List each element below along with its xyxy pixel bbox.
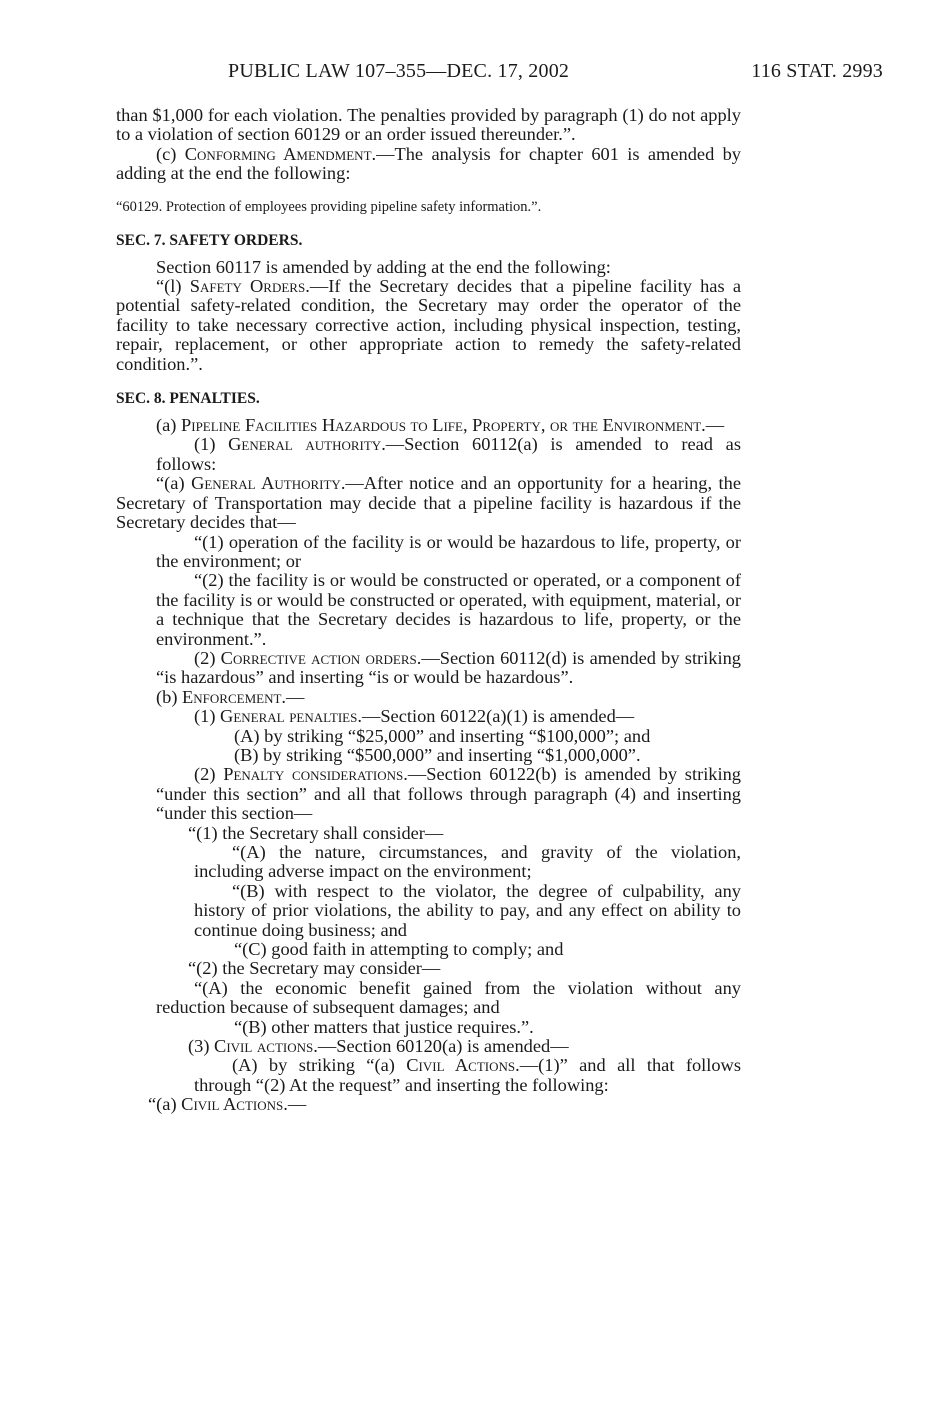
page-header bbox=[228, 60, 883, 86]
sec8-b2-q2: “(2) the Secretary may consider— bbox=[188, 958, 441, 979]
para-heading: General Authority bbox=[191, 473, 341, 494]
sec8-quoted-1: “(1) operation of the facility is or would be hazardous to life, property, or the environment; or bbox=[156, 531, 741, 571]
sec7-safety-orders bbox=[116, 277, 741, 374]
sec8-b2-q1B: “(B) with respect to the violator, the degree of culpability, any history of prior violations, the ability to pay, and any effect on ability to continue doing business; and bbox=[194, 880, 741, 940]
sec8-b1-A: (A) by striking “$25,000” and inserting “$100,000”; and bbox=[234, 725, 651, 746]
para-lead: (1) bbox=[194, 706, 221, 727]
para-text: .—Section 60112(d) is amended by striking “is hazardous” and inserting “is or would be hazardous”. bbox=[156, 647, 741, 688]
sec7-intro: Section 60117 is amended by adding at the end the following: bbox=[156, 256, 611, 277]
para-lead: (a) bbox=[156, 415, 182, 436]
para-lead: (2) bbox=[194, 647, 221, 668]
para-text: .—Section 60120(a) is amended— bbox=[313, 1036, 569, 1057]
para-text: .—(1)” and all that follows through “(2) At the request” and inserting the following: bbox=[194, 1055, 741, 1095]
sec8-quoted-2: “(2) the facility is or would be constructed or operated, or a component of the facility is or would be constructed or operated, with equipment, material, or a technique that the Secretary decides is hazardous to life, property, or the environment.”. bbox=[156, 570, 741, 649]
sec8-quoted-a bbox=[116, 474, 741, 532]
para-lead: “(a) bbox=[148, 1094, 182, 1115]
para-text: .—If the Secretary decides that a pipeline facility has a potential safety-related condition, the Secretary may order the operator of the facility to take necessary corrective action, including physical inspection, testing, repair, replacement, or other appropriate action to remedy the safety-related condition.”. bbox=[116, 276, 741, 374]
sec8-b bbox=[116, 688, 741, 707]
sec8-b1-B: (B) by striking “$500,000” and inserting “$1,000,000”. bbox=[234, 744, 641, 765]
sec8-b3-quoted-a bbox=[116, 1095, 741, 1114]
para-heading: Pipeline Facilities Hazardous to Life, Property, or the Environment bbox=[181, 415, 702, 436]
para-heading: Enforcement bbox=[182, 686, 282, 707]
running-head: PUBLIC LAW 107–355—DEC. 17, 2002 bbox=[228, 60, 570, 82]
para-lead: (A) by striking “(a) bbox=[232, 1055, 407, 1076]
sec8-a1 bbox=[116, 435, 741, 474]
para-text: .—Section 60122(a)(1) is amended— bbox=[357, 706, 635, 727]
paragraph-conforming-amendment bbox=[116, 145, 741, 184]
para-heading: Corrective action orders bbox=[220, 647, 417, 668]
para-heading: Safety Orders bbox=[189, 276, 306, 297]
section-heading-7: SEC. 7. SAFETY ORDERS. bbox=[116, 231, 303, 249]
sec8-b3-A bbox=[116, 1056, 741, 1095]
sec8-b2 bbox=[116, 765, 741, 823]
para-text: .—Section 60122(b) is amended by striking “under this section” and all that follows through paragraph (4) and inserting “under this section— bbox=[156, 764, 741, 824]
sec8-b2-q1: “(1) the Secretary shall consider— bbox=[188, 822, 444, 843]
sec8-b2-q1A: “(A) the nature, circumstances, and gravity of the violation, including adverse impact on the environment; bbox=[194, 842, 741, 882]
para-lead: (3) bbox=[188, 1036, 215, 1057]
para-lead: (c) bbox=[156, 143, 185, 164]
section-heading-8: SEC. 8. PENALTIES. bbox=[116, 390, 260, 408]
para-text: .— bbox=[283, 1094, 307, 1115]
para-heading: Civil Actions bbox=[406, 1055, 516, 1076]
sec8-a bbox=[116, 416, 741, 435]
para-heading: Civil actions bbox=[214, 1036, 314, 1057]
paragraph-continuation: than $1,000 for each violation. The penalties provided by paragraph (1) do not apply to a violation of section 60129 or an order issued thereunder.”. bbox=[116, 105, 741, 145]
para-heading: Civil Actions bbox=[181, 1094, 284, 1115]
document-body bbox=[116, 106, 741, 1115]
analysis-entry: “60129. Protection of employees providing pipeline safety information.”. bbox=[116, 198, 542, 215]
para-heading: General authority bbox=[228, 434, 382, 455]
para-heading: Penalty considerations bbox=[223, 764, 404, 785]
sec8-b1 bbox=[116, 707, 741, 726]
para-heading: General penalties bbox=[220, 706, 358, 727]
para-lead: “(l) bbox=[156, 276, 190, 297]
para-heading: Conforming Amendment bbox=[184, 143, 372, 164]
para-lead: (b) bbox=[156, 686, 183, 707]
para-text: .— bbox=[281, 686, 305, 707]
sec8-b2-q2A: “(A) the economic benefit gained from the violation without any reduction because of subsequent damages; and bbox=[156, 977, 741, 1018]
para-text: .—After notice and an opportunity for a hearing, the Secretary of Transportation may decide that a pipeline facility is hazardous if the Secretary decides that— bbox=[116, 473, 741, 533]
para-text: .— bbox=[701, 415, 725, 436]
para-lead: (1) bbox=[194, 434, 229, 455]
page-reference: 116 STAT. 2993 bbox=[751, 60, 883, 82]
sec8-b2-q2B: “(B) other matters that justice requires.”. bbox=[234, 1016, 534, 1037]
sec8-b3 bbox=[116, 1037, 741, 1056]
para-lead: (2) bbox=[194, 764, 224, 785]
para-lead: “(a) bbox=[156, 473, 192, 494]
para-text: .—Section 60112(a) is amended to read as follows: bbox=[156, 434, 742, 474]
sec8-a2 bbox=[116, 649, 741, 688]
para-text: .—The analysis for chapter 601 is amended by adding at the end the following: bbox=[116, 143, 742, 184]
sec8-b2-q1C: “(C) good faith in attempting to comply; and bbox=[234, 939, 564, 960]
